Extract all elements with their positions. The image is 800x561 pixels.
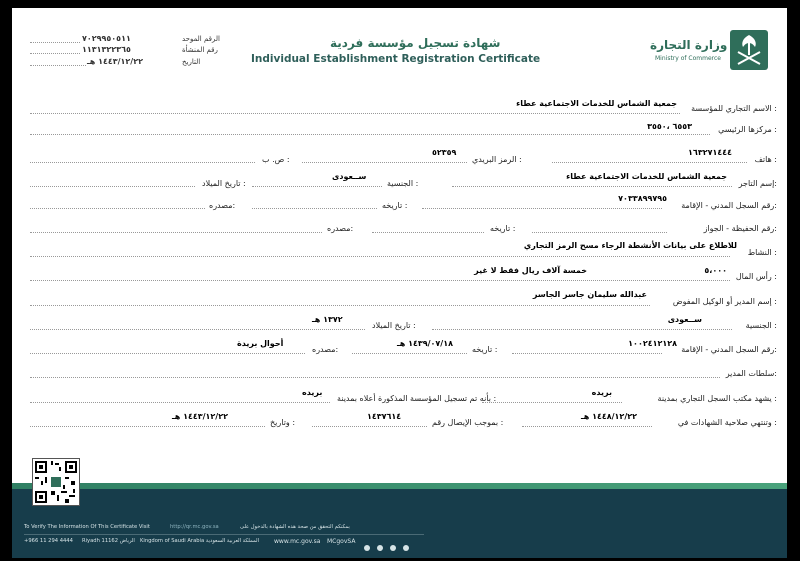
- birth-date-label: تاريخ الميلاد :: [202, 179, 246, 188]
- footer-website[interactable]: www.mc.gov.sa: [274, 538, 321, 545]
- manager-civil-value: ١٠٠٢٤١٢١٢٨: [628, 339, 677, 348]
- phone-label: هاتف :: [754, 155, 777, 164]
- footer-phone: +966 11 294 4444: [24, 538, 73, 544]
- phone-value: ١٦٣٢٧١٤٤٤: [688, 148, 732, 157]
- trade-name-value: جمعية الشماس للخدمات الاجتماعية عطاء: [516, 99, 677, 108]
- main-office-label: مركزها الرئيسي :: [718, 125, 777, 134]
- civil-record-value: ٧٠٣٣٨٩٩٧٩٥: [618, 194, 667, 203]
- civil-record-label: رقم السجل المدني - الإقامة:: [681, 201, 777, 210]
- footer-bar: [12, 489, 787, 558]
- office-city: بريده: [591, 388, 612, 397]
- manager-value: عبدالله سليمان جاسر الجاسر: [532, 290, 647, 299]
- civil-source-label: مصدره:: [209, 201, 236, 210]
- header-date: ١٤٤٣/١٢/٢٢ هـ: [87, 57, 143, 66]
- activity-label: النشاط :: [747, 248, 777, 257]
- nationality-label: الجنسية :: [387, 179, 419, 188]
- social-icons: [362, 537, 409, 556]
- passport-date-label: تاريخه :: [490, 224, 516, 233]
- manager-source-value: أحوال بريدة: [237, 339, 284, 348]
- office-label: يشهد مكتب السجل التجاري بمدينة :: [657, 394, 777, 403]
- expiry-label: وتنتهي صلاحية الشهادات في :: [677, 418, 777, 427]
- verify-text-english: To Verify The Information Of This Certificate Visit: [24, 524, 150, 530]
- footer-kingdom: Kingdom of Saudi Arabia المملكة العربية السعودية: [140, 538, 260, 544]
- po-box-label: ص. ب :: [262, 155, 290, 164]
- twitter-icon[interactable]: [390, 545, 396, 551]
- manager-label: إسم المدير أو الوكيل المفوض :: [672, 297, 777, 306]
- merchant-value: جمعية الشماس للخدمات الاجتماعية عطاء: [566, 172, 727, 181]
- registered-city: بريده: [302, 388, 323, 397]
- saudi-emblem-icon: [730, 30, 768, 70]
- footer-city: Riyadh 11162 الرياض: [82, 538, 135, 544]
- header-date-label: التاريخ: [182, 58, 201, 66]
- receipt-date-value: ١٤٤٣/١٢/٢٢ هـ: [172, 412, 228, 421]
- manager-nationality-label: الجنسية :: [745, 321, 777, 330]
- ministry-name-english: Ministry of Commerce: [655, 55, 721, 62]
- manager-civil-label: رقم السجل المدني - الإقامة:: [681, 345, 777, 354]
- youtube-icon[interactable]: [403, 545, 409, 551]
- main-office-value: ٦٥٥٣ ،٣٥٥٠: [647, 122, 692, 131]
- passport-source-label: مصدره:: [327, 224, 354, 233]
- registered-label: بأنه تم تسجيل المؤسسة المذكورة أعلاه بمدينة :: [337, 394, 497, 403]
- title-arabic: شهادة تسجيل مؤسسة فردية: [330, 36, 501, 50]
- establishment-number: ١١٣١٣٢٢٣٦٥: [82, 45, 131, 54]
- unified-number: ٧٠٢٩٩٥٠٥١١: [82, 34, 131, 43]
- manager-birth-value: ١٣٧٢ هـ: [312, 315, 343, 324]
- verify-text-arabic: بمكنكم التحقق من صحة هذه الشهادة بالدخول على: [240, 524, 350, 530]
- manager-source-label: مصدره:: [312, 345, 339, 354]
- receipt-label: بموجب الإيصال رقم :: [432, 418, 504, 427]
- capital-value: ٥،٠٠٠: [704, 266, 727, 275]
- instagram-icon[interactable]: [364, 545, 370, 551]
- passport-label: رقم الحفيظة - الجواز:: [703, 224, 777, 233]
- title-english: Individual Establishment Registration Certificate: [251, 53, 541, 65]
- activity-value: للاطلاع على بيانات الأنشطة الرجاء مسح الرمز التجاري: [523, 241, 737, 250]
- footer-handle: MCgovSA: [327, 538, 356, 545]
- manager-powers-label: سلطات المدير:: [725, 369, 777, 378]
- certificate-page: [12, 8, 787, 558]
- manager-civil-date-value: ١٤٣٩/٠٧/١٨ هـ: [397, 339, 453, 348]
- nationality-value: ســعودى: [332, 172, 367, 181]
- unified-number-label: الرقم الموحد: [182, 35, 220, 43]
- merchant-label: إسم التاجر:: [738, 179, 777, 188]
- trade-name-label: الاسم التجاري للمؤسسة :: [691, 104, 777, 113]
- receipt-value: ١٤٣٧٦١٤: [367, 412, 402, 421]
- establishment-number-label: رقم المنشأة: [182, 46, 218, 54]
- capital-in-words: خمسة آلاف ريال فقط لا غير: [474, 266, 587, 275]
- verify-link[interactable]: http://qr.mc.gov.sa: [170, 524, 219, 530]
- receipt-date-label: وتاريخ :: [270, 418, 296, 427]
- manager-birth-label: تاريخ الميلاد :: [372, 321, 416, 330]
- capital-label: رأس المال :: [735, 272, 777, 281]
- postal-code-value: ٥٢٣٥٩: [432, 148, 457, 157]
- ministry-name-arabic: وزارة التجارة: [650, 38, 728, 52]
- facebook-icon[interactable]: [377, 545, 383, 551]
- expiry-value: ١٤٤٨/١٢/٢٢ هـ: [581, 412, 637, 421]
- manager-civil-date-label: تاريخه :: [472, 345, 498, 354]
- qr-code-icon: [32, 458, 80, 506]
- civil-date-label: تاريخه :: [382, 201, 408, 210]
- postal-code-label: الرمز البريدي :: [472, 155, 522, 164]
- manager-nationality-value: ســعودى: [667, 315, 702, 324]
